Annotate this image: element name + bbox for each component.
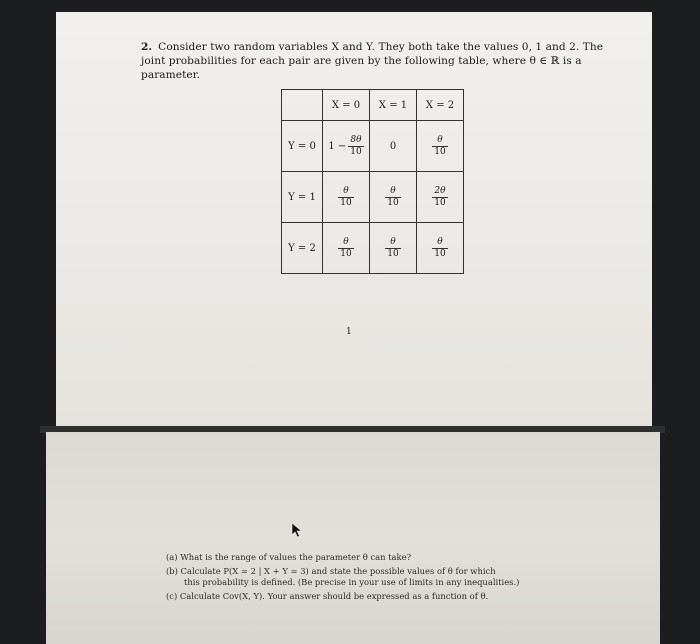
fraction-denominator: 10 [434,248,446,259]
table-cell [323,172,370,223]
table-cell [417,172,464,223]
table-cell [323,223,370,274]
fraction [432,186,447,209]
fraction [385,237,400,260]
fraction-numerator: θ [437,134,443,145]
fraction-denominator: 10 [387,248,399,259]
mouse-pointer-icon [291,522,303,538]
fraction-numerator: θ [343,185,349,196]
fraction-numerator: 2θ [434,185,446,196]
fraction-numerator: θ [390,185,396,196]
col-header: X = 1 [370,90,417,121]
question-parts [166,552,586,605]
part-b-line1: (b) Calculate P(X = 2 | X + Y = 3) and state the possible values of θ for which [166,566,496,576]
table-cell [417,121,464,172]
fraction [348,135,363,158]
col-header: X = 0 [323,90,370,121]
row-header: Y = 2 [282,223,323,274]
fraction-denominator: 10 [434,197,446,208]
fraction [432,135,447,158]
question-body: Consider two random variables X and Y. They both take the values 0, 1 and 2. The joint probabilities for each pair are given by the following table, where θ ∈ ℝ is a parameter. [141,41,604,81]
fraction-denominator: 10 [340,248,352,259]
fraction-numerator: θ [437,236,443,247]
table-cell [417,223,464,274]
part-c: (c) Calculate Cov(X, Y). Your answer should be expressed as a function of θ. [166,591,489,601]
table-corner-cell [282,90,323,121]
joint-probability-table [281,89,464,274]
part-a: (a) What is the range of values the parameter θ can take? [166,552,412,562]
part-b-line2: this probability is defined. (Be precise in your use of limits in any inequalities.) [184,577,520,587]
page-one [56,12,652,426]
fraction-denominator: 10 [350,146,362,157]
page-two [46,432,660,644]
fraction [338,186,353,209]
row-header: Y = 1 [282,172,323,223]
cell-prefix: 1 − [328,140,347,152]
fraction-denominator: 10 [434,146,446,157]
fraction [338,237,353,260]
fraction-numerator: θ [343,236,349,247]
table-cell [370,172,417,223]
fraction-numerator: 8θ [350,134,362,145]
fraction-denominator: 10 [340,197,352,208]
fraction [385,186,400,209]
table-cell [323,121,370,172]
fraction [432,237,447,260]
col-header: X = 2 [417,90,464,121]
question-text [141,40,621,82]
fraction-numerator: θ [390,236,396,247]
fraction-denominator: 10 [387,197,399,208]
page-number: 1 [346,327,352,337]
table-cell: 0 [370,121,417,172]
question-number: 2. [141,41,153,53]
row-header: Y = 0 [282,121,323,172]
table-cell [370,223,417,274]
